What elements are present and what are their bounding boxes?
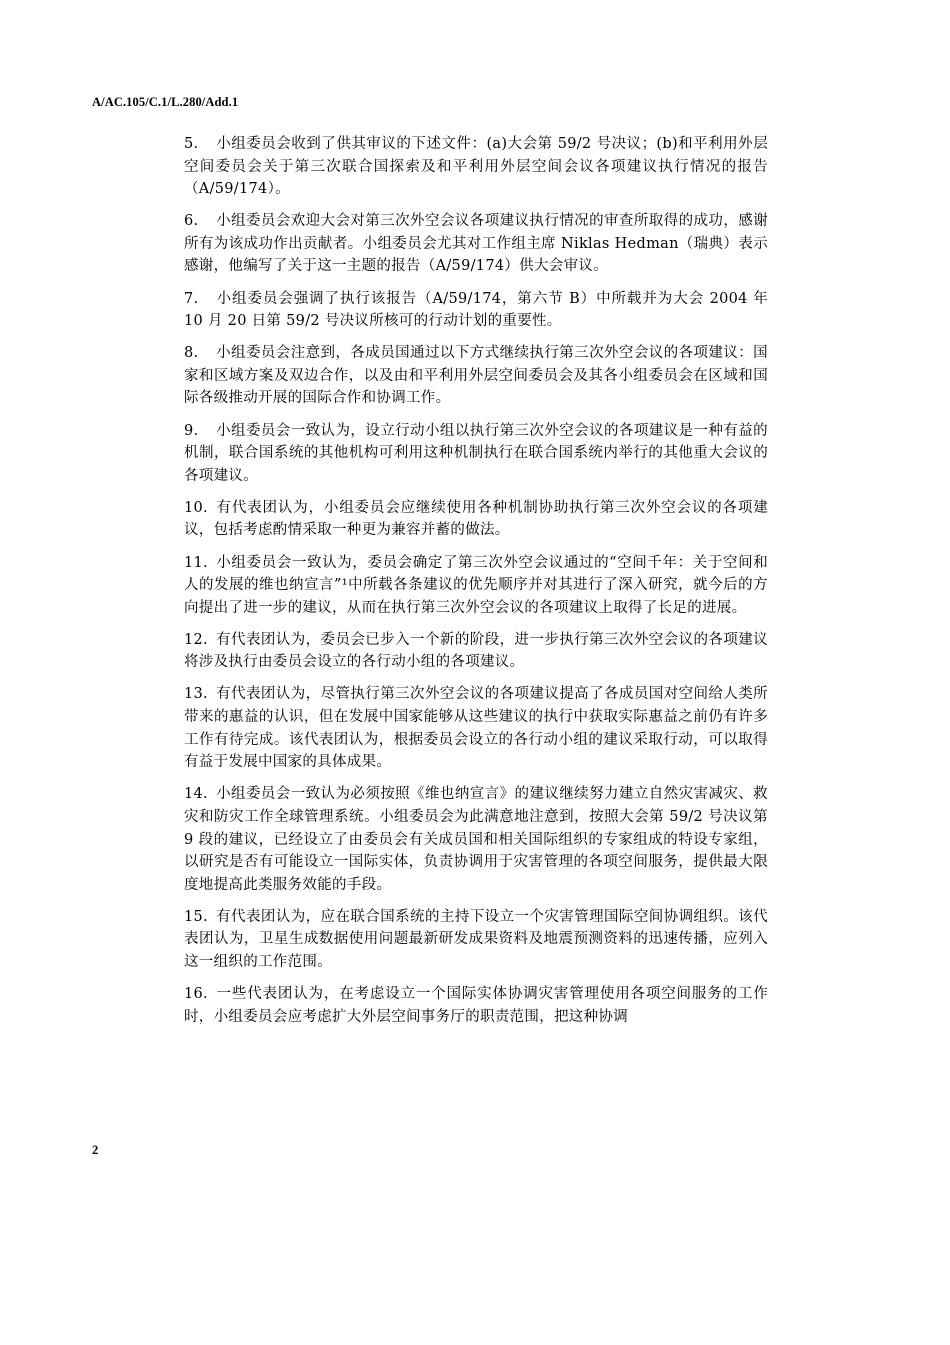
paragraph-text: 小组委员会强调了执行该报告（A/59/174，第六节 B）中所载并为大会 2004 年 10 月 20 日第 59/2 号决议所核可的行动计划的重要性。 bbox=[184, 290, 768, 330]
paragraph-number: 15. bbox=[184, 908, 208, 925]
paragraph-11 bbox=[184, 552, 768, 620]
paragraph-text: 有代表团认为，应在联合国系统的主持下设立一个灾害管理国际空间协调组织。该代表团认为，卫星生成数据使用问题最新研发成果资料及地震预测资料的迅速传播，应列入这一组织的工作范围。 bbox=[184, 908, 768, 970]
paragraph-text: 小组委员会一致认为必须按照《维也纳宣言》的建议继续努力建立自然灾害减灾、救灾和防灾工作全球管理系统。小组委员会为此满意地注意到，按照大会第 59/2 号决议第 9 段的建议，已经设立了由委员会有关成员国和相关国际组织的专家组成的特设专家组，以研究是否有可能设立一国际实体，负责协调用于灾害管理的各项空间服务，提供最大限度地提高此类服务效能的手段。 bbox=[184, 786, 768, 893]
paragraph-text: 一些代表团认为，在考虑设立一个国际实体协调灾害管理使用各项空间服务的工作时，小组委员会应考虑扩大外层空间事务厅的职责范围，把这种协调 bbox=[184, 986, 768, 1025]
paragraph-number: 6. bbox=[184, 213, 199, 230]
paragraph-10 bbox=[184, 497, 768, 542]
paragraph-5 bbox=[184, 133, 768, 201]
paragraph-text: 有代表团认为，小组委员会应继续使用各种机制协助执行第三次外空会议的各项建议，包括考虑酌情采取一种更为兼容并蓄的做法。 bbox=[184, 499, 768, 539]
document-body bbox=[184, 133, 768, 1038]
paragraph-text: 有代表团认为，委员会已步入一个新的阶段，进一步执行第三次外空会议的各项建议将涉及执行由委员会设立的各行动小组的各项建议。 bbox=[184, 631, 768, 671]
paragraph-number: 7. bbox=[184, 290, 199, 307]
paragraph-9 bbox=[184, 420, 768, 488]
paragraph-13 bbox=[184, 683, 768, 773]
page-number: 2 bbox=[92, 1143, 99, 1157]
paragraph-15 bbox=[184, 906, 768, 974]
paragraph-8 bbox=[184, 342, 768, 410]
paragraph-number: 13. bbox=[184, 686, 208, 703]
paragraph-text: 小组委员会注意到，各成员国通过以下方式继续执行第三次外空会议的各项建议：国家和区域方案及双边合作，以及由和平利用外层空间委员会及其各小组委员会在区域和国际各级推动开展的国际合作和协调工作。 bbox=[184, 345, 768, 407]
paragraph-text: 小组委员会欢迎大会对第三次外空会议各项建议执行情况的审查所取得的成功，感谢所有为该成功作出贡献者。小组委员会尤其对工作组主席 Niklas Hedman（瑞典）表示感谢，他编写了关于这一主题的报告（A/59/174）供大会审议。 bbox=[184, 213, 768, 275]
paragraph-text: 小组委员会收到了供其审议的下述文件：(a)大会第 59/2 号决议；(b)和平利用外层空间委员会关于第三次联合国探索及和平利用外层空间会议各项建议执行情况的报告（A/59/174）。 bbox=[184, 136, 768, 198]
paragraph-number: 14. bbox=[184, 786, 208, 803]
document-symbol: A/AC.105/C.1/L.280/Add.1 bbox=[92, 95, 239, 109]
paragraph-number: 16. bbox=[184, 986, 208, 1003]
paragraph-number: 10. bbox=[184, 499, 208, 516]
paragraph-7 bbox=[184, 288, 768, 333]
paragraph-text: 有代表团认为，尽管执行第三次外空会议的各项建议提高了各成员国对空间给人类所带来的惠益的认识，但在发展中国家能够从这些建议的执行中获取实际惠益之前仍有许多工作有待完成。该代表团认为，根据委员会设立的各行动小组的建议采取行动，可以取得有益于发展中国家的具体成果。 bbox=[184, 686, 768, 771]
paragraph-number: 9. bbox=[184, 422, 199, 439]
paragraph-number: 8. bbox=[184, 345, 199, 362]
paragraph-16 bbox=[184, 983, 768, 1028]
paragraph-text: 小组委员会一致认为，设立行动小组以执行第三次外空会议的各项建议是一种有益的机制，联合国系统的其他机构可利用这种机制执行在联合国系统内举行的其他重大会议的各项建议。 bbox=[184, 422, 768, 484]
paragraph-text: 小组委员会一致认为，委员会确定了第三次外空会议通过的“空间千年：关于空间和人的发展的维也纳宣言”¹中所载各条建议的优先顺序并对其进行了深入研究，就今后的方向提出了进一步的建议，从而在执行第三次外空会议的各项建议上取得了长足的进展。 bbox=[184, 554, 768, 616]
paragraph-number: 12. bbox=[184, 631, 208, 648]
paragraph-14 bbox=[184, 783, 768, 896]
paragraph-12 bbox=[184, 629, 768, 674]
paragraph-number: 5. bbox=[184, 136, 199, 152]
paragraph-number: 11. bbox=[184, 554, 208, 571]
paragraph-6 bbox=[184, 210, 768, 278]
